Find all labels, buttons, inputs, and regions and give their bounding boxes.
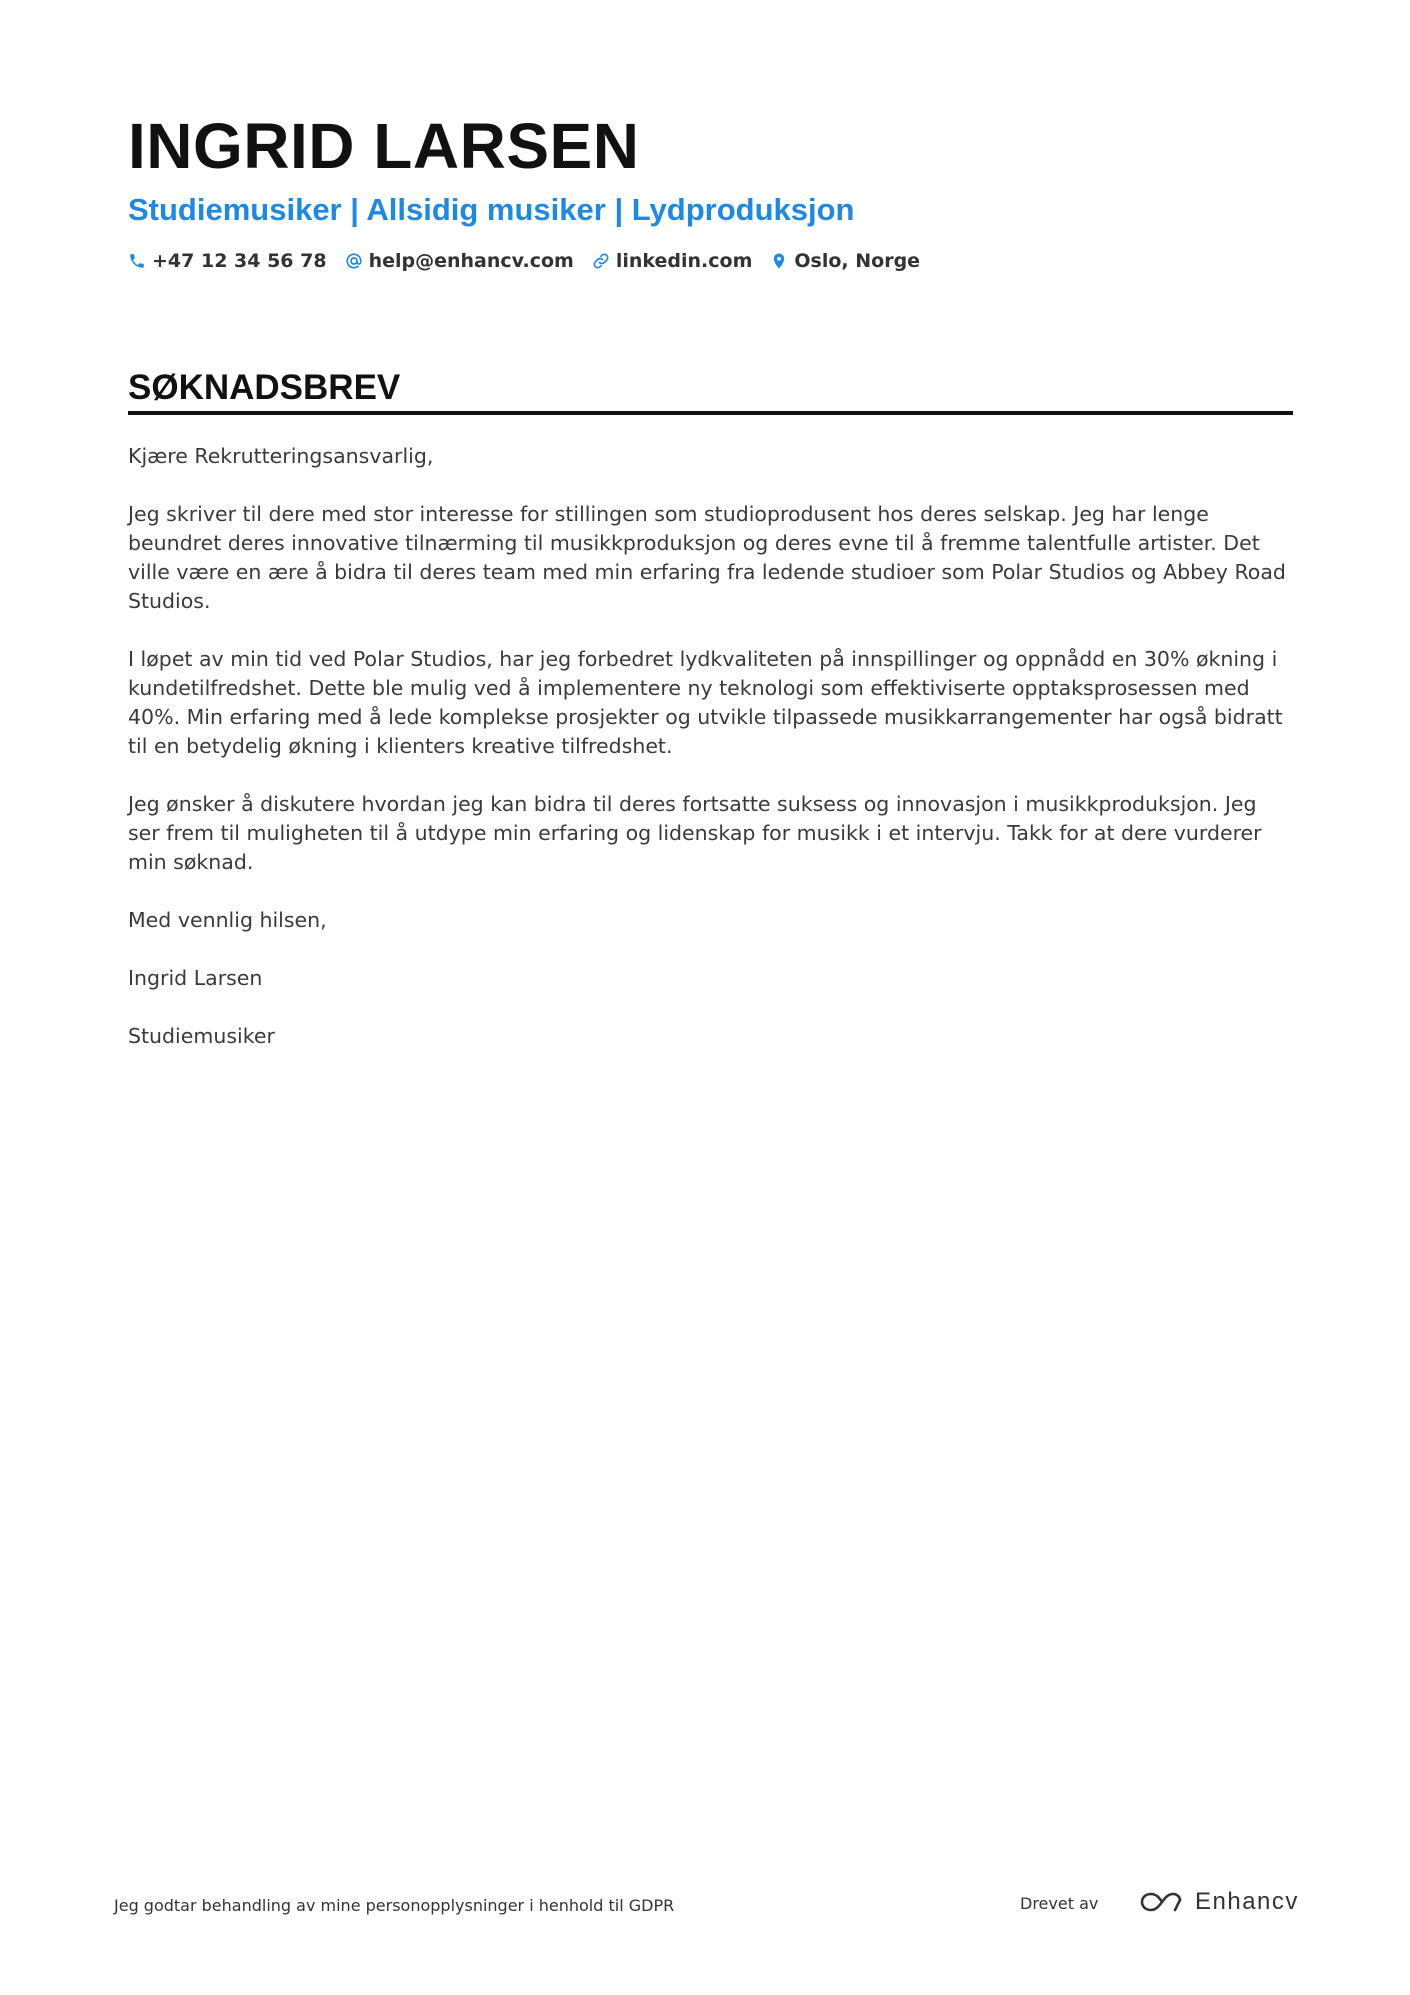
enhancv-logo-icon	[1139, 1890, 1185, 1914]
contact-phone[interactable]	[128, 250, 327, 272]
gdpr-consent-text: Jeg godtar behandling av mine personopplysninger i henhold til GDPR	[114, 1896, 675, 1915]
contact-location	[770, 250, 920, 272]
location-pin-icon	[770, 252, 788, 270]
linkedin-text: linkedin.com	[615, 250, 753, 272]
section-title: SØKNADSBREV	[128, 368, 401, 407]
letter-closing: Med vennlig hilsen,	[128, 908, 327, 932]
candidate-name: INGRID LARSEN	[128, 110, 640, 182]
location-text: Oslo, Norge	[794, 250, 921, 272]
contact-email[interactable]	[345, 250, 574, 272]
contact-linkedin[interactable]	[592, 250, 753, 272]
signature-name: Ingrid Larsen	[128, 966, 263, 990]
brand-name: Enhancv	[1195, 1888, 1299, 1915]
phone-icon	[128, 252, 146, 270]
phone-text: +47 12 34 56 78	[152, 250, 327, 272]
powered-by-label: Drevet av	[1020, 1894, 1099, 1913]
letter-greeting: Kjære Rekrutteringsansvarlig,	[128, 444, 434, 468]
signature-title: Studiemusiker	[128, 1024, 275, 1048]
headline: Studiemusiker | Allsidig musiker | Lydproduksjon	[128, 192, 855, 227]
letter-paragraph: I løpet av min tid ved Polar Studios, har jeg forbedret lydkvaliteten på innspillinger og oppnådd en 30% økning i kundetilfredshet. Dette ble mulig ved å implementere ny teknologi som effektiviserte opptaksprosessen med 40%. Min erfaring med å lede komplekse prosjekter og utvikle tilpassede musikkarrangementer har også bidratt til en betydelig økning i klienters kreative tilfredshet.	[128, 647, 1283, 758]
contact-bar	[128, 250, 1293, 272]
enhancv-brand-link[interactable]	[1139, 1888, 1299, 1916]
letter-body	[128, 442, 1293, 1080]
section-divider	[128, 411, 1293, 415]
footer	[114, 1888, 1299, 1928]
email-text: help@enhancv.com	[368, 250, 574, 272]
link-icon	[592, 252, 610, 270]
at-icon	[345, 252, 363, 270]
header	[128, 108, 1293, 272]
letter-paragraph: Jeg skriver til dere med stor interesse for stillingen som studioprodusent hos deres selskap. Jeg har lenge beundret deres innovative tilnærming til musikkproduksjon og deres evne til å fremme talentfulle artister. Det ville være en ære å bidra til deres team med min erfaring fra ledende studioer som Polar Studios og Abbey Road Studios.	[128, 502, 1286, 613]
letter-paragraph: Jeg ønsker å diskutere hvordan jeg kan bidra til deres fortsatte suksess og innovasjon i musikkproduksjon. Jeg ser frem til muligheten til å utdype min erfaring og lidenskap for musikk i et intervju. Takk for at dere vurderer min søknad.	[128, 792, 1262, 874]
